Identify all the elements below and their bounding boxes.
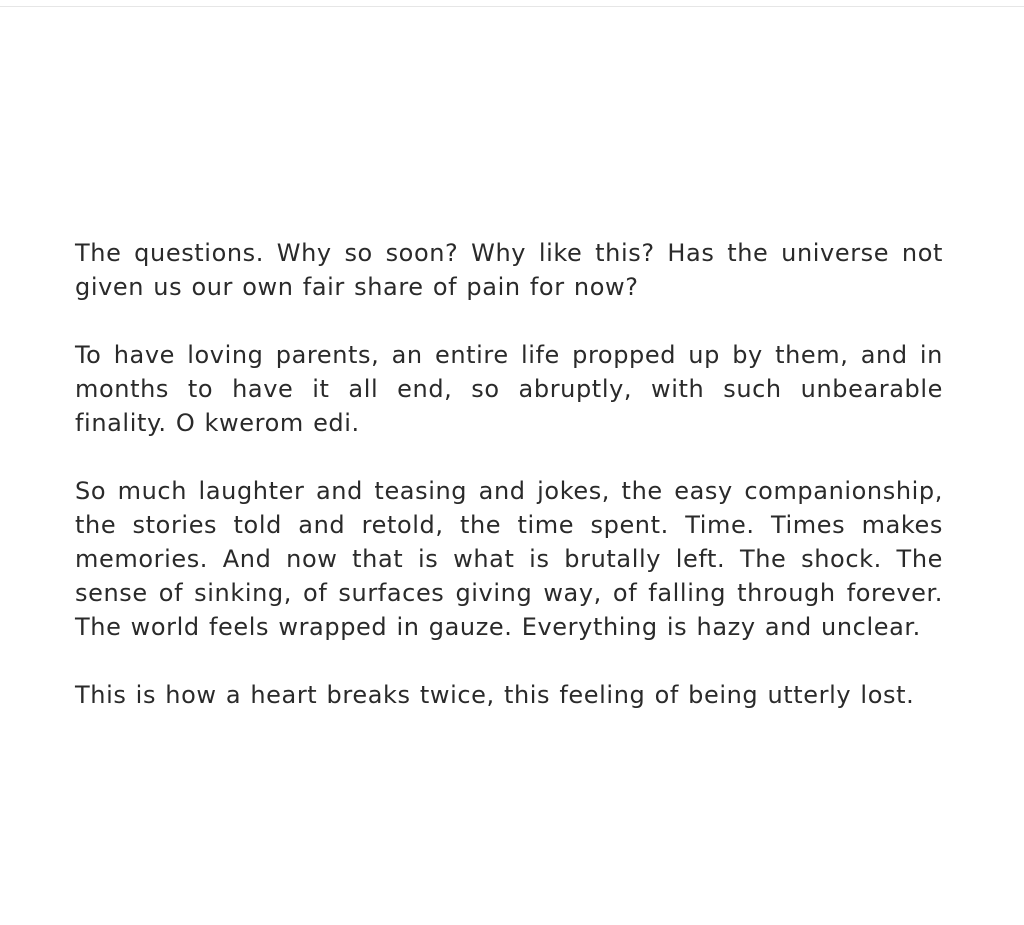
top-divider [0, 0, 1024, 7]
paragraph-questions: The questions. Why so soon? Why like this? Has the universe not given us our own fair share of pain for now? [75, 239, 943, 301]
paragraph-parents: To have loving parents, an entire life propped up by them, and in months to have it all end, so abruptly, with such unbearable finality. O kwerom edi. [75, 341, 943, 437]
paragraph-heartbreak: This is how a heart breaks twice, this feeling of being utterly lost. [75, 681, 915, 709]
document-body [75, 236, 943, 712]
paragraph-memories: So much laughter and teasing and jokes, the easy companionship, the stories told and retold, the time spent. Time. Times makes memories. And now that is what is brutally left. The shock. The sense of sinking, of surfaces giving way, of falling through forever. The world feels wrapped in gauze. Everything is hazy and unclear. [75, 477, 943, 641]
